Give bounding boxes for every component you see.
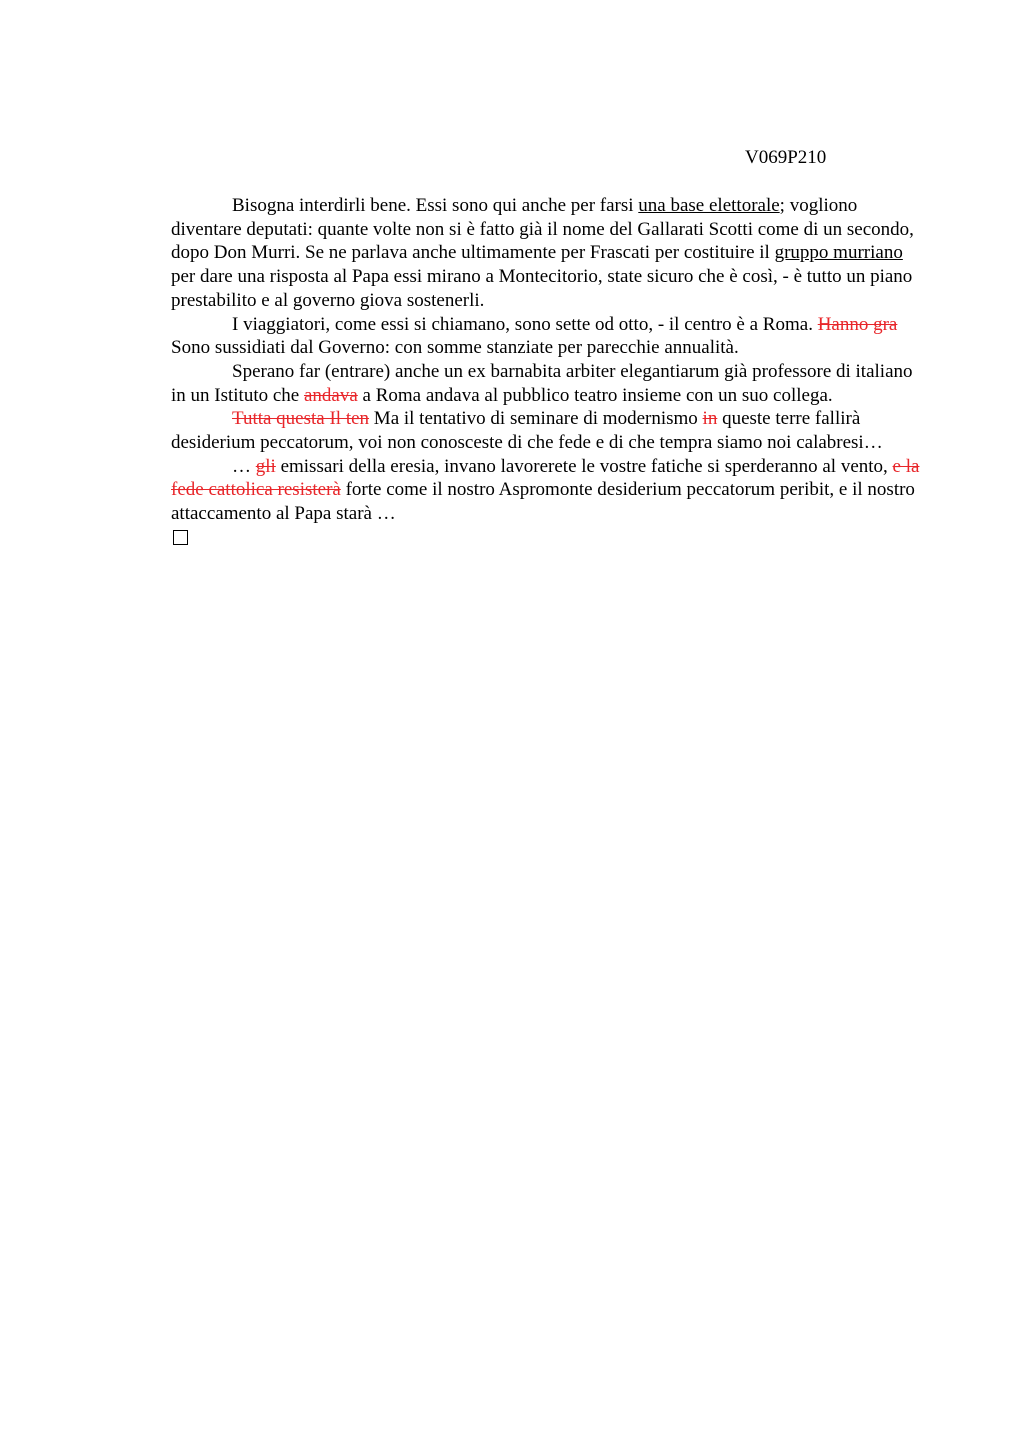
underlined-text: gruppo murriano bbox=[774, 242, 903, 264]
deleted-text: Hanno gra bbox=[817, 313, 898, 335]
text-run: per dare una risposta al Papa essi mirano a Montecitorio, state sicuro che è così, - è tutto un piano prestabilito e al governo giova sostenerli. bbox=[171, 266, 913, 311]
text-run: emissari della eresia, invano lavorerete le vostre fatiche si sperderanno al vento, bbox=[275, 455, 893, 477]
document-body bbox=[171, 194, 931, 545]
paragraph-4 bbox=[171, 407, 931, 454]
text-run: queste terre fallirà desiderium peccatorum, voi non conosceste di che fede e di che tempra siamo noi calabresi… bbox=[171, 408, 883, 454]
text-run: Sono sussidiati dal Governo: con somme stanziate per parecchie annualità. bbox=[171, 337, 739, 359]
paragraph-3 bbox=[171, 360, 931, 407]
deleted-text: andava bbox=[303, 384, 358, 406]
paragraph-1 bbox=[171, 194, 931, 313]
deleted-text: gli bbox=[255, 455, 276, 477]
text-run: forte come il nostro Aspromonte desiderium peccatorum peribit, e il nostro attaccamento al Papa starà … bbox=[171, 479, 915, 525]
underlined-text: una base elettorale bbox=[638, 195, 780, 216]
text-run: … bbox=[232, 455, 256, 477]
text-run: ; vogliono diventare deputati: quante volte non si è fatto già il nome del Gallarati Scotti come di un secondo, dopo Don Murri. Se ne parlava anche ultimamente per Frascati per costituire il bbox=[171, 195, 914, 264]
paragraph-2 bbox=[171, 313, 931, 360]
checkbox-icon bbox=[173, 530, 188, 545]
deleted-text: Tutta questa Il ten bbox=[232, 408, 370, 430]
text-run: Sperano far (entrare) anche un ex barnabita arbiter elegantiarum già professore di italiano in un Istituto che bbox=[171, 360, 913, 406]
deleted-text: in bbox=[702, 408, 718, 430]
page-id: V069P210 bbox=[745, 147, 827, 168]
text-run: Ma il tentativo di seminare di modernismo bbox=[369, 408, 703, 430]
deleted-text: e la fede cattolica resisterà bbox=[171, 455, 920, 501]
text-run: Bisogna interdirli bene. Essi sono qui anche per farsi bbox=[232, 195, 639, 216]
paragraph-5 bbox=[171, 455, 931, 526]
text-run: a Roma andava al pubblico teatro insieme con un suo collega. bbox=[357, 384, 833, 406]
text-run: I viaggiatori, come essi si chiamano, sono sette od otto, - il centro è a Roma. bbox=[232, 313, 818, 335]
